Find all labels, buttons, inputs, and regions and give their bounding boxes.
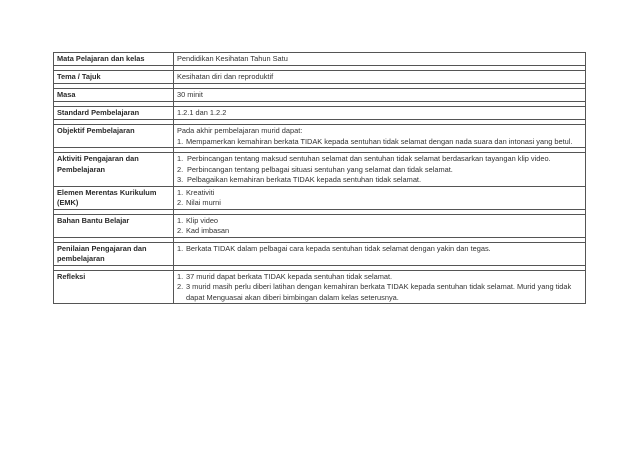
row-label: Bahan Bantu Belajar bbox=[54, 214, 174, 237]
row-value bbox=[174, 214, 586, 237]
row-value bbox=[174, 153, 586, 187]
row-value bbox=[174, 125, 586, 148]
row-label: Penilaian Pengajaran dan pembelajaran bbox=[54, 242, 174, 265]
table-row bbox=[54, 71, 586, 84]
list-item: Berkata TIDAK dalam pelbagai cara kepada sentuhan tidak selamat dengan yakin dan tegas. bbox=[186, 243, 491, 253]
row-value: Kesihatan diri dan reproduktif bbox=[174, 71, 586, 84]
materials-list bbox=[177, 216, 582, 237]
table-row bbox=[54, 242, 586, 265]
assessment-list bbox=[177, 244, 582, 255]
reflection-list bbox=[177, 272, 582, 304]
row-label: Aktiviti Pengajaran dan Pembelajaran bbox=[54, 153, 174, 187]
row-label: Standard Pembelajaran bbox=[54, 107, 174, 120]
list-item: Pelbagaikan kemahiran berkata TIDAK kepada sentuhan tidak selamat. bbox=[187, 175, 422, 184]
row-label: Mata Pelajaran dan kelas bbox=[54, 53, 174, 66]
row-value bbox=[174, 242, 586, 265]
row-label: Refleksi bbox=[54, 270, 174, 304]
list-item: 3 murid masih perlu diberi latihan dengan kemahiran berkata TIDAK kepada sentuhan tidak selamat. Murid yang tidak dapat Menguasai akan diberi bimbingan dalam kelas seterusnya. bbox=[186, 282, 572, 302]
table-row bbox=[54, 125, 586, 148]
list-item: Perbincangan tentang maksud sentuhan selamat dan sentuhan tidak selamat berdasarkan tayangan klip video. bbox=[187, 154, 551, 163]
table-row bbox=[54, 53, 586, 66]
row-label: Objektif Pembelajaran bbox=[54, 125, 174, 148]
list-item: Nilai murni bbox=[186, 198, 221, 207]
row-value bbox=[174, 270, 586, 304]
row-value: Pendidikan Kesihatan Tahun Satu bbox=[174, 53, 586, 66]
row-label: Masa bbox=[54, 89, 174, 102]
emk-list bbox=[177, 188, 582, 209]
list-item: Kad imbasan bbox=[186, 226, 230, 235]
row-value bbox=[174, 186, 586, 209]
list-item: Mempamerkan kemahiran berkata TIDAK kepada sentuhan tidak selamat dengan nada suara dan intonasi yang betul. bbox=[186, 136, 573, 146]
table-row bbox=[54, 270, 586, 304]
table-row bbox=[54, 153, 586, 187]
row-value: 1.2.1 dan 1.2.2 bbox=[174, 107, 586, 120]
table-row bbox=[54, 186, 586, 209]
row-label: Tema / Tajuk bbox=[54, 71, 174, 84]
row-label: Elemen Merentas Kurikulum (EMK) bbox=[54, 186, 174, 209]
list-item: 37 murid dapat berkata TIDAK kepada sentuhan tidak selamat. bbox=[186, 271, 393, 281]
list-item: Perbincangan tentang pelbagai situasi sentuhan yang selamat dan tidak selamat. bbox=[187, 164, 453, 174]
table-row bbox=[54, 107, 586, 120]
activity-list bbox=[187, 154, 582, 186]
table-row bbox=[54, 89, 586, 102]
table-row bbox=[54, 214, 586, 237]
row-value: 30 minit bbox=[174, 89, 586, 102]
list-item: Kreativiti bbox=[186, 187, 215, 197]
list-item: Klip video bbox=[186, 215, 219, 225]
objective-list bbox=[177, 137, 582, 148]
lesson-plan-table bbox=[53, 52, 586, 304]
objective-intro: Pada akhir pembelajaran murid dapat: bbox=[177, 126, 303, 135]
